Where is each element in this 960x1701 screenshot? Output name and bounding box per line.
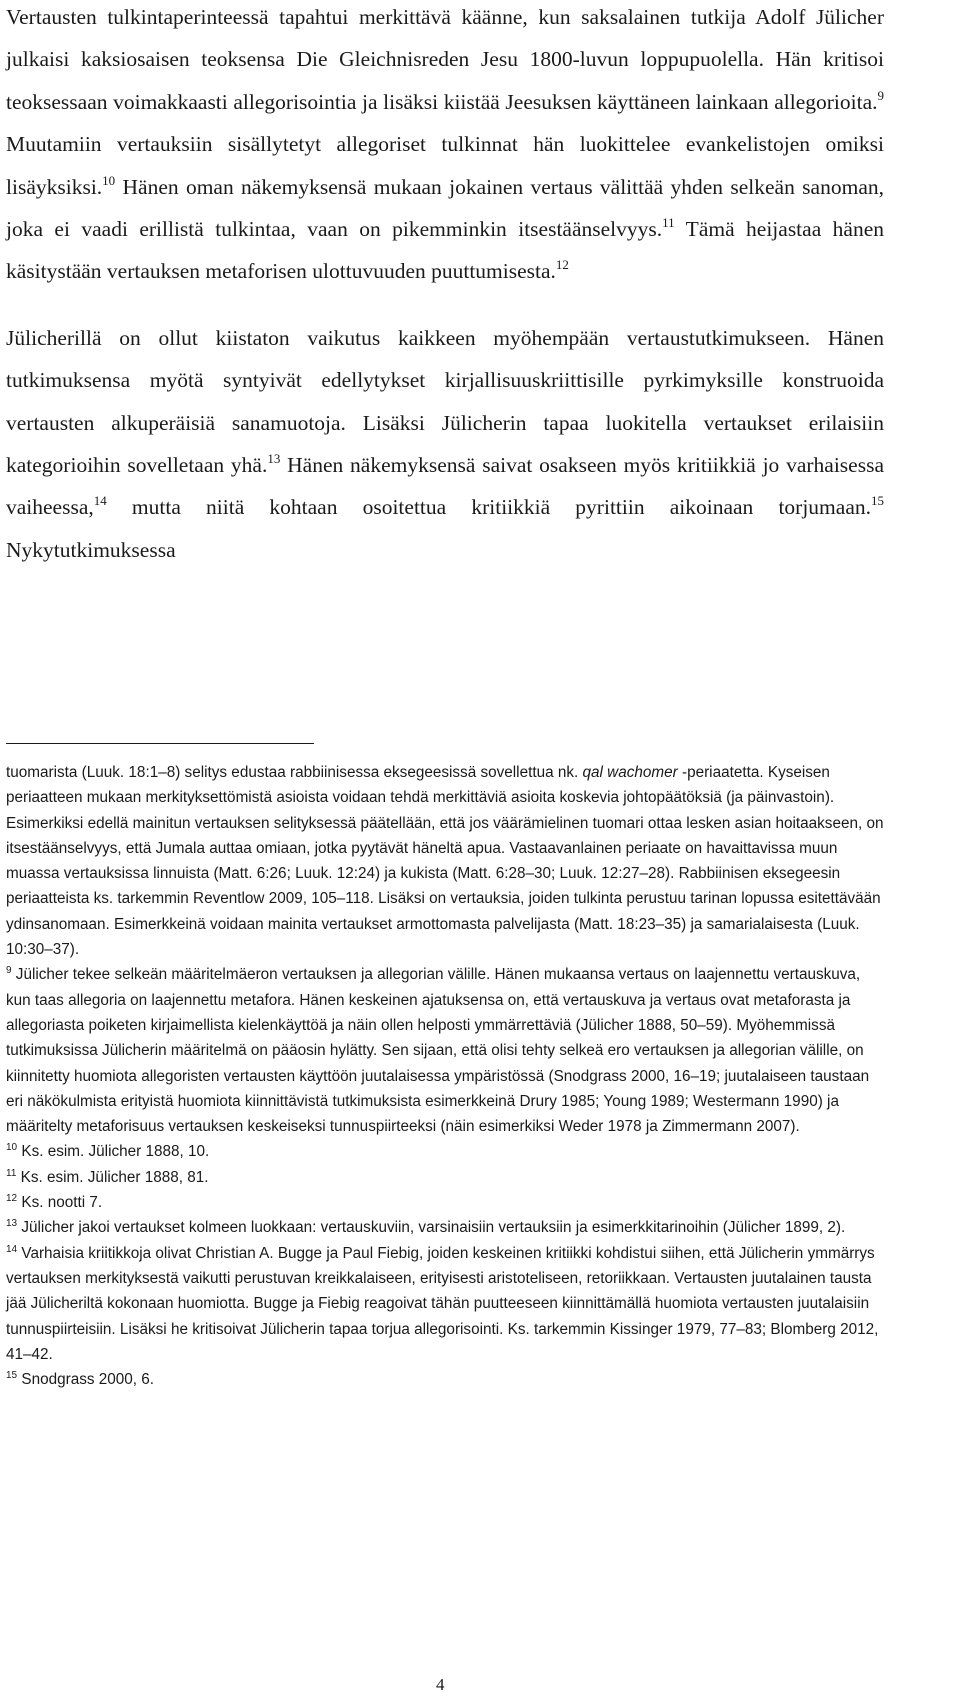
footnote-ref-15[interactable]: 15 (871, 493, 884, 509)
footnote-separator (6, 743, 314, 744)
sentence: Jülicherillä on ollut kiistaton vaikutus kaikkeen myöhempään vertaustutkimukseen. Hänen tutkimuksensa myötä syntyivät edellytykset kirjallisuuskriittisille pyrkimyksille konstruoida vertausten alkuperäisiä sanamuotoja. Lisäksi Jülicherin tapaa luokitella vertaukset erilaisiin kategorioihin sovelletaan yhä. (6, 325, 884, 478)
footnote-ref-11[interactable]: 11 (662, 215, 675, 231)
footnote-ref-14[interactable]: 14 (93, 493, 107, 509)
footnote-14 (6, 1241, 886, 1367)
footnote-text: tuomarista (Luuk. 18:1‒8) selitys edustaa rabbiinisessa eksegeesissä sovellettua nk. (6, 764, 583, 781)
footnote-number: 14 (6, 1243, 18, 1255)
body-text (6, 0, 884, 571)
footnote-11 (6, 1165, 886, 1190)
footnote-number: 15 (6, 1370, 18, 1382)
footnote-text: Ks. esim. Jülicher 1888, 81. (16, 1168, 209, 1186)
footnote-ref-10[interactable]: 10 (102, 172, 116, 188)
footnote-number: 13 (6, 1218, 18, 1230)
footnote-ref-12[interactable]: 12 (555, 257, 569, 273)
footnote-number: 10 (6, 1142, 18, 1154)
footnote-ref-13[interactable]: 13 (267, 451, 281, 467)
sentence: Tämä heijastaa hänen käsitystään vertauksen metaforisen ulottuvuuden puuttumisesta. (6, 217, 884, 284)
footnotes (6, 760, 886, 1392)
footnote-10 (6, 1139, 886, 1164)
footnote-text: Snodgrass 2000, 6. (17, 1371, 155, 1389)
footnote-text: Ks. esim. Jülicher 1888, 10. (17, 1143, 210, 1161)
sentence: Hänen oman näkemyksensä mukaan jokainen vertaus välittää yhden selkeän sanoman, joka ei vaadi erillistä tulkintaa, vaan on pikemminkin itsestäänselvyys. (6, 174, 884, 242)
footnote-9 (6, 962, 886, 1139)
footnote-text: -periaatetta. Kyseisen periaatteen mukaan merkityksettömistä asioista voidaan tehdä merkittäviä asioita koskevia johtopäätöksiä (ja päinvastoin). Esimerkiksi edellä mainitun vertauksen selityksessä päätellään, että jos väärämielinen tuomari ottaa lesken asian hoitaakseen, on itsestäänselvyys, että Jumala auttaa omiaan, jotka pyytävät häneltä apua. Vastaavanlainen periaate on havaittavissa muun muassa vertauksissa linnuista (Matt. 6:26; Luuk. 12:24) ja kukista (Matt. 6:28‒30; Luuk. 12:27‒28). Rabbiinisen eksegeesin periaatteista ks. tarkemmin Reventlow 2009, 105‒118. Lisäksi on vertauksia, joiden tulkinta perustuu tarinan lopussa esitettävään ydinsanomaan. Esimerkkeinä voidaan mainita vertaukset armottomasta palvelijasta (Matt. 18:23‒35) ja samarialaisesta (Luuk. 10:30‒37). (6, 764, 884, 959)
footnote-15 (6, 1367, 886, 1392)
footnote-continued (6, 760, 886, 962)
footnote-13 (6, 1215, 886, 1240)
footnote-number: 11 (6, 1167, 17, 1179)
sentence: Nykytutkimuksessa (6, 537, 176, 562)
footnote-12 (6, 1190, 886, 1215)
footnote-text: Ks. nootti 7. (17, 1194, 103, 1212)
footnote-number: 12 (6, 1193, 18, 1205)
paragraph-2 (6, 317, 884, 571)
paragraph-1 (6, 0, 884, 293)
footnote-italic-term: qal wachomer (582, 764, 678, 781)
sentence: Muutamiin vertauksiin sisällytetyt allegoriset tulkinnat hän luokittelee evankelistojen omiksi lisäyksiksi. (6, 132, 884, 199)
page-number: 4 (436, 1675, 445, 1694)
footnote-ref-9[interactable]: 9 (877, 87, 884, 103)
footnote-number: 9 (6, 965, 12, 977)
footnote-text: Jülicher jakoi vertaukset kolmeen luokkaan: vertauskuviin, varsinaisiin vertauksiin ja esimerkkitarinoihin (Jülicher 1899, 2). (17, 1219, 846, 1237)
sentence: Vertausten tulkintaperinteessä tapahtui merkittävä käänne, kun saksalainen tutkija Adolf Jülicher julkaisi kaksiosaisen teoksensa Die Gleichnisreden Jesu 1800-luvun loppupuolella. Hän kritisoi teoksessaan voimakkaasti allegorisointia ja lisäksi kiistää Jeesuksen käyttäneen lainkaan allegorioita. (6, 5, 884, 114)
footnote-text: Jülicher tekee selkeän määritelmäeron vertauksen ja allegorian välille. Hänen mukaansa vertaus on laajennettu vertauskuva, kun taas allegoria on laajennettu metafora. Hänen keskeinen ajatuksensa on, että vertauskuva ja vertaus ovat metaforasta ja allegoriasta poiketen kirjaimellista kielenkäyttöä ja näin ollen helposti ymmärrettäviä (Jülicher 1888, 50‒59). Myöhemmissä tutkimuksissa Jülicherin määritelmä on pääosin hylätty. Sen sijaan, että olisi tehty selkeä ero vertauksen ja allegorian välille, on kiinnitetty huomiota allegoristen vertausten käyttöön juutalaisessa ympäristössä (Snodgrass 2000, 16‒19; juutalaiseen taustaan eri näkökulmista erityistä huomiota kiinnittävistä tutkimuksista esimerkkeinä Drury 1985; Young 1989; Westermann 1990) ja määritelty metaforisuus vertauksen keskeiseksi tunnuspiirteeksi (näin esimerkiksi Weder 1978 ja Zimmermann 2007). (6, 966, 870, 1136)
sentence: Hänen näkemyksensä saivat osakseen myös kritiikkiä jo varhaisessa vaiheessa, (6, 453, 884, 520)
sentence: mutta niitä kohtaan osoitettua kritiikkiä pyrittiin aikoinaan torjumaan. (106, 495, 871, 520)
footnote-text: Varhaisia kriitikkoja olivat Christian A. Bugge ja Paul Fiebig, joiden keskeinen kritiikki kohdistui siihen, että Jülicherin ymmärrys vertauksen merkityksestä vaikutti perustuvan kreikkalaiseen, erityisesti aristoteliseen, retoriikkaan. Vertausten juutalainen tausta jää Jülicheriltä kokonaan huomiotta. Bugge ja Fiebig reagoivat tähän puutteeseen kiinnittämällä huomiota vertausten juutalaisiin tunnuspiirteisiin. Lisäksi he kritisoivat Jülicherin tapaa torjua allegorisointi. Ks. tarkemmin Kissinger 1979, 77‒83; Blomberg 2012, 41‒42. (6, 1244, 879, 1363)
